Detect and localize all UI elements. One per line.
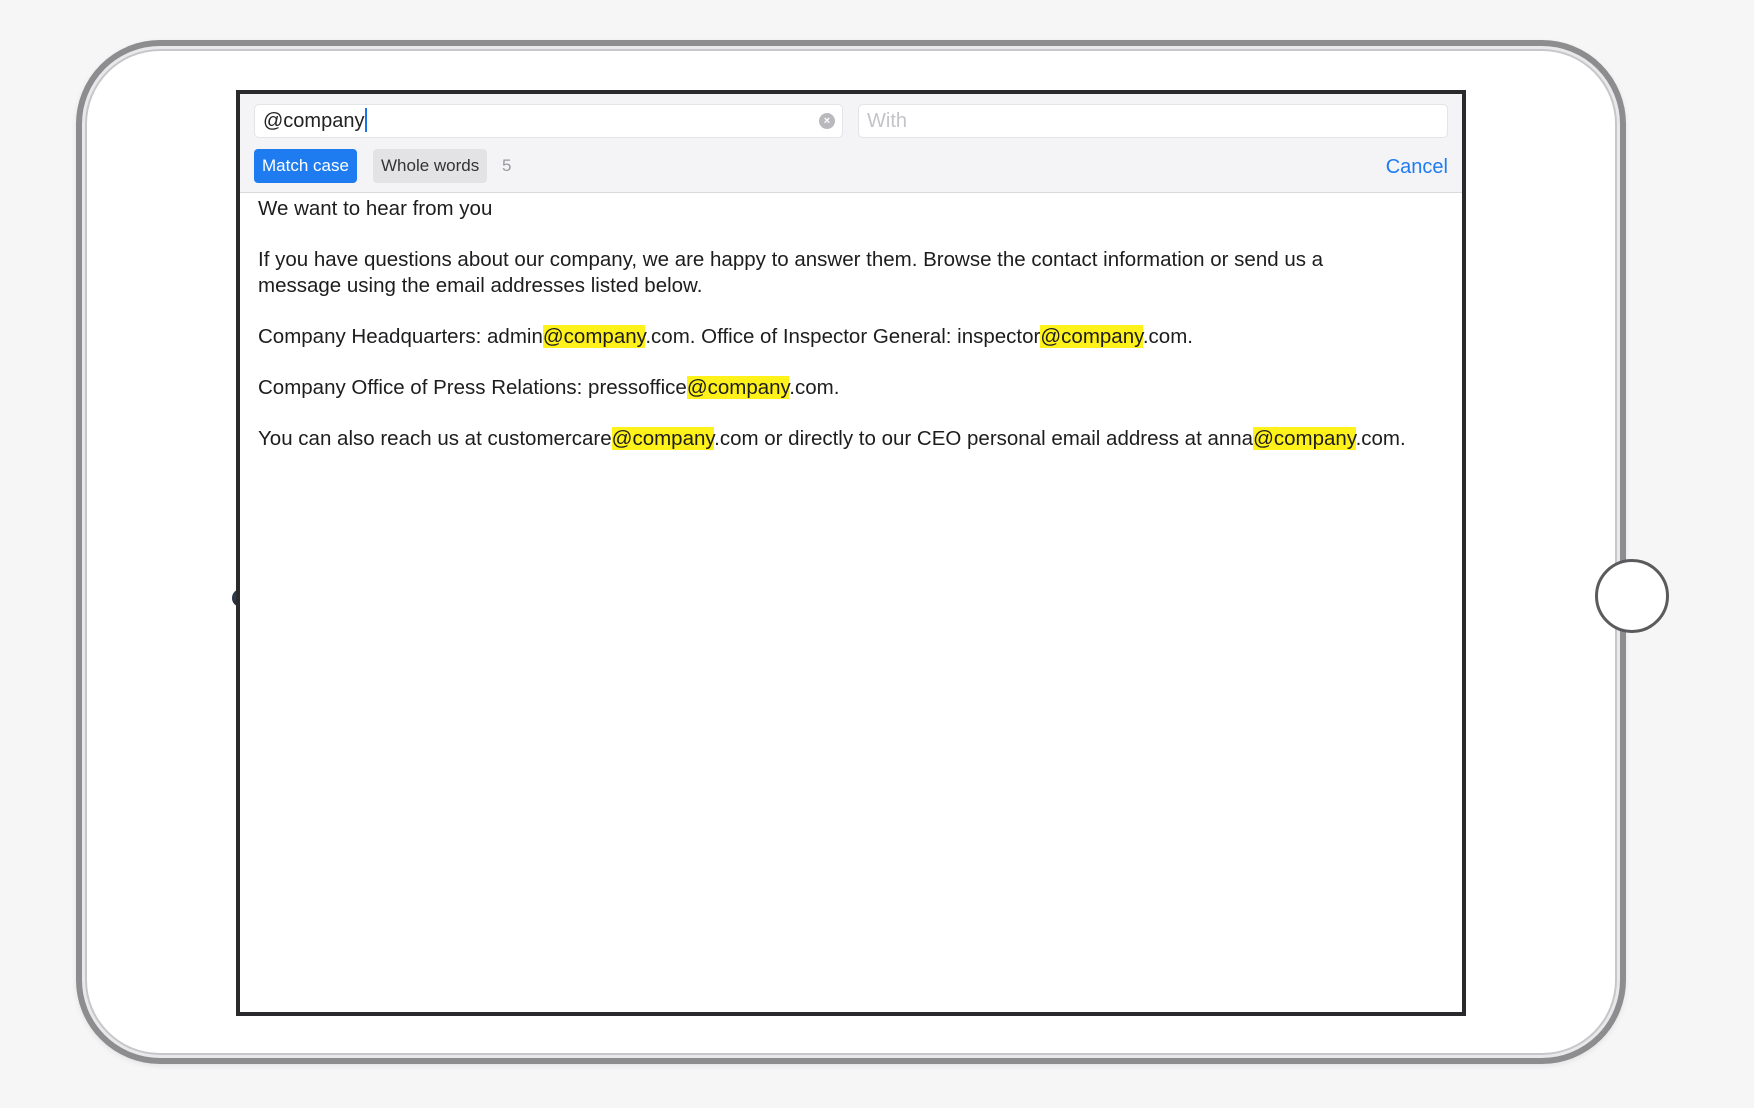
search-match-highlight: @company <box>611 426 715 450</box>
paragraph-customercare <box>258 426 1408 452</box>
whole-words-button[interactable]: Whole words <box>373 149 487 183</box>
screen <box>236 90 1466 1016</box>
text-run: If you have questions about our company, we are happy to answer them. Browse the contact information or send us a message using the email addresses listed below. <box>258 248 1324 297</box>
paragraph-headquarters <box>258 324 1408 350</box>
cancel-button[interactable]: Cancel <box>1385 156 1448 178</box>
text-run: .com. <box>1142 324 1193 348</box>
text-run: Company Headquarters: admin <box>258 324 543 348</box>
search-input-value: @company <box>263 110 365 132</box>
match-count: 5 <box>502 156 512 175</box>
replace-field[interactable] <box>858 104 1448 138</box>
paragraph-intro <box>258 247 1408 298</box>
text-run: .com. Office of Inspector General: inspector <box>645 324 1041 348</box>
find-replace-bar <box>240 94 1462 193</box>
document-body[interactable] <box>258 196 1408 477</box>
text-caret <box>365 108 367 132</box>
search-match-highlight: @company <box>542 324 646 348</box>
text-run: .com. <box>1355 426 1406 450</box>
search-match-highlight: @company <box>1253 426 1356 450</box>
text-run: .com or directly to our CEO personal email address at anna <box>714 426 1254 450</box>
text-run: Company Office of Press Relations: pressoffice <box>258 375 687 399</box>
text-run: You can also reach us at customercare <box>258 426 612 450</box>
search-match-highlight: @company <box>1040 324 1143 348</box>
document-heading: We want to hear from you <box>258 197 493 220</box>
search-match-highlight: @company <box>686 375 790 399</box>
search-field[interactable] <box>254 104 843 138</box>
home-button-icon[interactable] <box>1595 559 1669 633</box>
paragraph-press <box>258 375 1408 401</box>
replace-placeholder: With <box>867 110 907 132</box>
search-input[interactable] <box>263 105 367 137</box>
match-case-button[interactable]: Match case <box>254 149 357 183</box>
text-run: .com. <box>789 375 840 399</box>
clear-circle-icon[interactable]: × <box>819 113 835 129</box>
